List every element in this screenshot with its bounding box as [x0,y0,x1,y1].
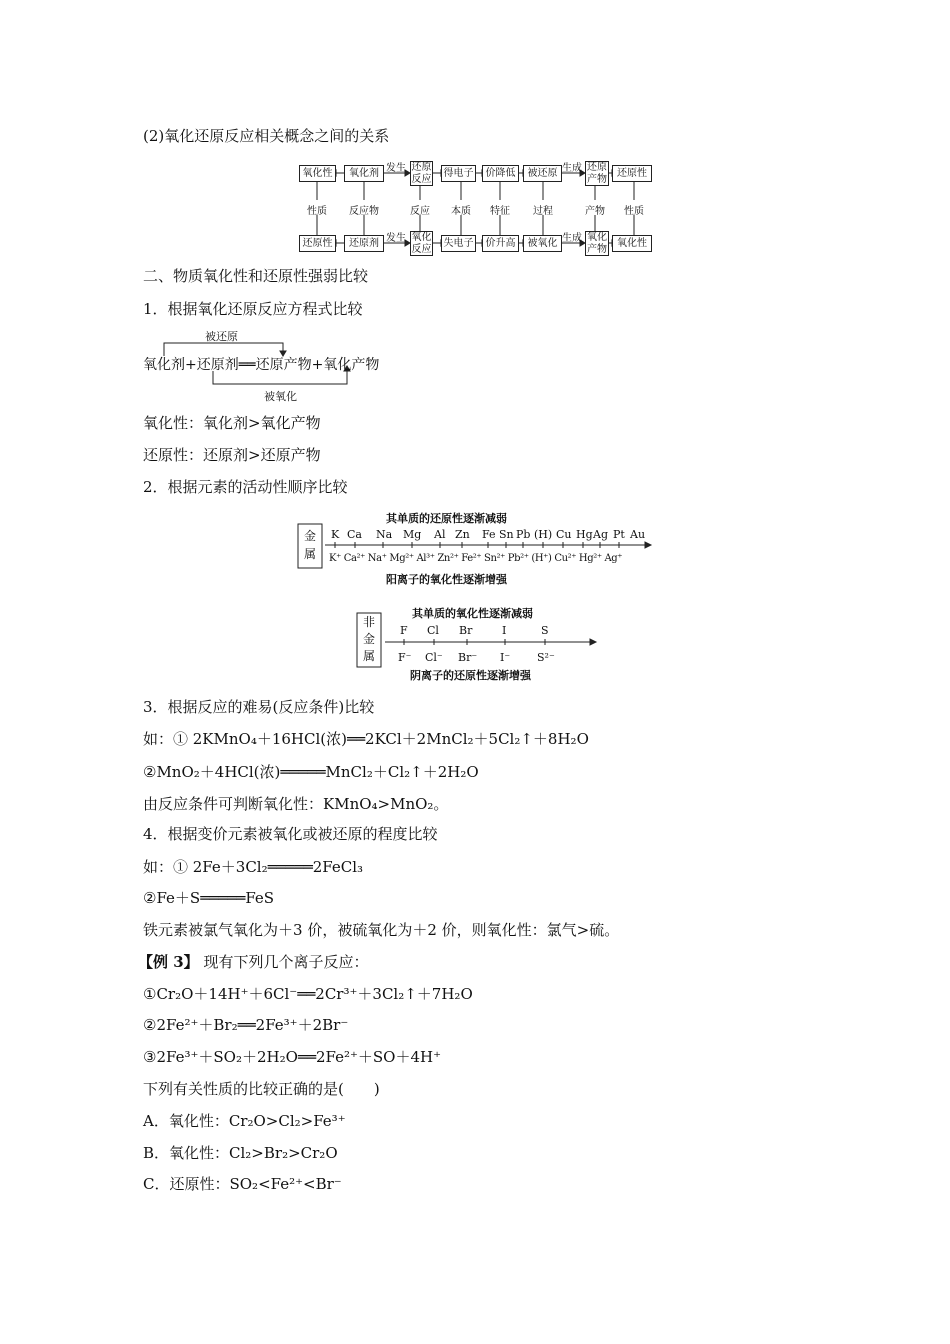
box-top-1: 氧化性 [299,165,336,182]
eq-main: 氧化剂+还原剂══还原产物+氧化产物 [143,357,380,373]
arrow-label-produce-bottom-2: 生成 [562,233,582,244]
nonmetal-ion-1: F⁻ [398,651,412,664]
option-b: B．氧化性：Cl₂>Br₂>Cr₂O [143,1144,338,1162]
item-2: 2．根据元素的活动性顺序比较 [143,478,348,496]
heading-2: 二、物质氧化性和还原性强弱比较 [143,267,369,285]
box-top-5: 价降低 [482,165,519,182]
metal-el-3: Na [376,528,393,541]
box-bottom-6: 被氧化 [523,235,562,252]
box-bottom-1: 还原性 [299,235,336,252]
box-bottom-8: 氧化性 [612,235,652,252]
nonmetal-ion-4: I⁻ [500,651,511,664]
red-compare: 还原性：还原剂>还原产物 [143,446,321,464]
box-bottom-5: 价升高 [482,235,519,252]
nonmetal-el-2: Cl [427,624,439,637]
metal-el-4: Mg [403,528,422,541]
box-top-7-text: 还原 产物 [587,161,607,185]
mid-label-5: 特征 [490,206,510,217]
reaction-3: ③2Fe³⁺＋SO₂＋2H₂O══2Fe²⁺＋SO＋4H⁺ [143,1048,442,1066]
metal-el-12: Hg [576,528,593,541]
metal-el-6: Zn [455,528,470,541]
metal-el-13: Ag [593,528,608,541]
box-top-3-text: 还原 反应 [411,161,432,185]
nonmetal-ion-5: S²⁻ [537,651,555,664]
conclusion-4: 铁元素被氯气氧化为＋3 价，被硫氧化为＋2 价，则氧化性：氯气>硫。 [143,921,620,939]
metal-el-11: Cu [556,528,572,541]
metal-el-2: Ca [347,528,362,541]
question: 下列有关性质的比较正确的是( ) [143,1080,380,1098]
metal-el-7: Fe [482,528,496,541]
metal-el-9: Pb [516,528,531,541]
metal-bottom-caption: 阳离子的氧化性逐渐增强 [386,573,507,586]
metal-el-1: K [331,528,340,541]
metal-el-10: (H) [534,528,553,541]
option-a: A．氧化性：Cr₂O>Cl₂>Fe³⁺ [143,1112,346,1130]
box-bottom-4: 失电子 [441,235,476,252]
example-stem: 现有下列几个离子反应： [198,953,369,971]
mid-label-7: 产物 [585,206,605,217]
section-intro: (2)氧化还原反应相关概念之间的关系 [143,127,390,145]
conclusion-3: 由反应条件可判断氧化性：KMnO₄>MnO₂。 [143,795,449,813]
nonmetal-ion-2: Cl⁻ [425,651,443,664]
arrow-label-produce-bottom-1: 发生 [386,233,406,244]
nonmetal-side-label [363,614,375,665]
reaction-1: ①Cr₂O＋14H⁺＋6Cl⁻══2Cr³⁺＋3Cl₂↑＋7H₂O [143,985,473,1003]
box-bottom-3-text: 氧化 反应 [411,231,432,255]
mid-label-8: 性质 [624,206,644,217]
box-top-2: 氧化剂 [344,165,384,182]
metal-el-5: Al [434,528,446,541]
box-bottom-7-text: 氧化 产物 [587,231,607,255]
metal-el-14: Pt [613,528,625,541]
metal-el-8: Sn [499,528,514,541]
eq-top-label: 被还原 [205,330,238,343]
nonmetal-top-caption: 其单质的氧化性逐渐减弱 [412,607,533,620]
mid-label-3: 反应 [410,206,430,217]
nonmetal-el-4: I [502,624,507,637]
nonmetal-bottom-caption: 阴离子的还原性逐渐增强 [410,669,531,682]
box-top-6: 被还原 [523,165,562,182]
ox-compare: 氧化性：氧化剂>氧化产物 [143,414,321,432]
metal-el-15: Au [630,528,646,541]
metal-side-label-text: 金 属 [304,529,317,561]
metal-side-label [304,527,316,563]
item-1: 1．根据氧化还原反应方程式比较 [143,300,363,318]
mid-label-6: 过程 [533,206,553,217]
box-top-4: 得电子 [441,165,476,182]
mid-label-2: 反应物 [349,206,379,217]
eq4-1: 如：① 2Fe＋3Cl₂═════2FeCl₃ [143,858,364,876]
metal-ions: K⁺ Ca²⁺ Na⁺ Mg²⁺ Al³⁺ Zn²⁺ Fe²⁺ Sn²⁺ Pb²⁺ (H⁺) Cu²⁺ Hg²⁺ Ag⁺ [329,553,623,564]
eq4-2: ②Fe＋S═════FeS [143,889,275,907]
metal-top-caption: 其单质的还原性逐渐减弱 [386,512,507,525]
box-top-8: 还原性 [612,165,652,182]
option-c: C．还原性：SO₂<Fe²⁺<Br⁻ [143,1175,342,1193]
nonmetal-ion-3: Br⁻ [458,651,478,664]
example-tag: 【例 3】 [138,953,199,971]
box-bottom-2: 还原剂 [344,235,384,252]
eq-bottom-label: 被氧化 [264,390,297,403]
eq3-1: 如：① 2KMnO₄＋16HCl(浓)══2KCl＋2MnCl₂＋5Cl₂↑＋8H₂O [143,730,589,748]
reaction-2: ②2Fe²⁺＋Br₂══2Fe³⁺＋2Br⁻ [143,1016,349,1034]
eq3-2: ②MnO₂＋4HCl(浓)═════MnCl₂＋Cl₂↑＋2H₂O [143,763,479,781]
nonmetal-el-3: Br [459,624,473,637]
item-3: 3．根据反应的难易(反应条件)比较 [143,698,375,716]
nonmetal-el-5: S [541,624,549,637]
mid-label-1: 性质 [307,206,327,217]
arrow-label-produce-top-1: 发生 [386,163,406,174]
mid-label-4: 本质 [451,206,471,217]
example-line [138,952,368,972]
nonmetal-side-label-text: 非 金 属 [363,615,376,663]
nonmetal-el-1: F [400,624,408,637]
arrow-label-produce-top-2: 生成 [562,163,582,174]
item-4: 4．根据变价元素被氧化或被还原的程度比较 [143,825,438,843]
